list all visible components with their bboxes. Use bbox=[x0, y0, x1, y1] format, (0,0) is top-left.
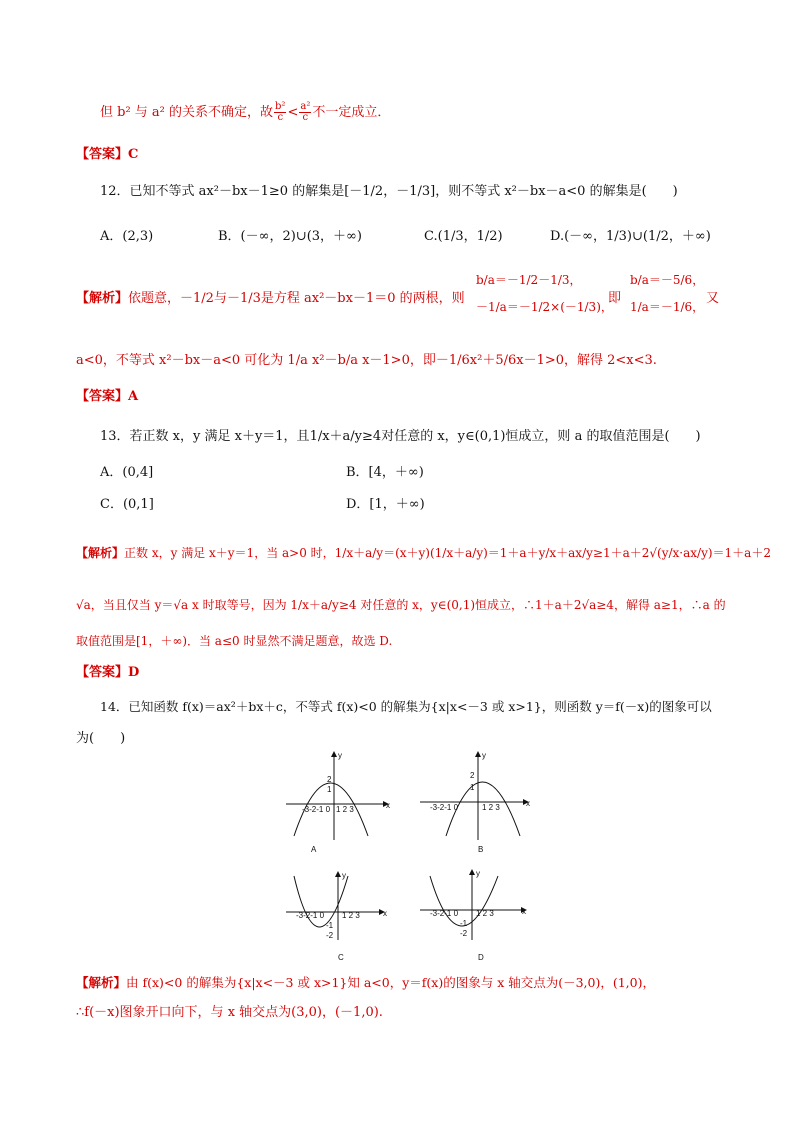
graph-c bbox=[286, 872, 384, 940]
svg-text:1 2 3: 1 2 3 bbox=[336, 805, 354, 814]
question-14-stem-2: 为( ) bbox=[76, 731, 126, 746]
svg-text:-2: -2 bbox=[460, 929, 468, 938]
question-12-stem: 12．已知不等式 ax²－bx－1≥0 的解集是[－1/2，－1/3]，则不等式 x²－bx－a<0 的解集是( ) bbox=[100, 184, 678, 199]
question-13-stem: 13．若正数 x，y 满足 x＋y＝1，且1/x＋a/y≥4对任意的 x，y∈(0,1)恒成立，则 a 的取值范围是( ) bbox=[100, 429, 701, 444]
answer-12: 【答案】A bbox=[76, 389, 139, 404]
graph-c-x-label: x bbox=[383, 909, 387, 918]
graph-a-y-label: y bbox=[338, 751, 342, 760]
graph-c-caption: C bbox=[338, 953, 344, 962]
solution-14-line-2: ∴f(－x)图象开口向下，与 x 轴交点为(3,0)，(－1,0). bbox=[76, 1005, 383, 1020]
svg-text:-3-2-1 0: -3-2-1 0 bbox=[302, 805, 331, 814]
question-13-option-b: B．[4，＋∞) bbox=[346, 465, 424, 480]
solution-12-line-2: a<0，不等式 x²－bx－a<0 可化为 1/a x²－b/a x－1>0，即－1/6x²＋5/6x－1>0，解得 2<x<3. bbox=[76, 353, 657, 368]
graph-d-caption: D bbox=[478, 953, 484, 962]
graph-c-y-label: y bbox=[342, 871, 346, 880]
svg-text:1 2 3: 1 2 3 bbox=[342, 911, 360, 920]
svg-text:1: 1 bbox=[470, 783, 475, 792]
svg-text:1 2 3: 1 2 3 bbox=[476, 909, 494, 918]
graph-d-y-label: y bbox=[476, 869, 480, 878]
question-12-option-d: D.(－∞，1/3)∪(1/2，＋∞) bbox=[550, 229, 711, 244]
graph-b-y-label: y bbox=[482, 751, 486, 760]
prev-solution-line: 但 b² 与 a² 的关系不确定，故 $\frac{\text{b²}}{c}$ < $\frac{\text{a²}}{c}$ 不一定成立． bbox=[100, 101, 391, 123]
svg-text:-1: -1 bbox=[326, 921, 334, 930]
fraction-a2-over-c: $\frac{\text{a²}}{c}$ bbox=[300, 101, 311, 123]
graph-b-x-label: x bbox=[526, 799, 530, 808]
question-14-stem-1: 14．已知函数 f(x)＝ax²＋bx＋c，不等式 f(x)<0 的解集为{x|x<－3 或 x>1}，则函数 y＝f(－x)的图象可以 bbox=[100, 699, 712, 714]
svg-text:-3-2-1 0: -3-2-1 0 bbox=[296, 911, 325, 920]
svg-text:-3-2-1 0: -3-2-1 0 bbox=[430, 909, 459, 918]
question-12-option-a: A．(2,3) bbox=[100, 229, 154, 244]
solution-12-ji: 即 bbox=[608, 291, 622, 306]
solution-14-line-1: 【解析】由 f(x)<0 的解集为{x|x<－3 或 x>1}知 a<0，y＝f(x)的图象与 x 轴交点为(－3,0)，(1,0)， bbox=[76, 975, 655, 990]
svg-text:2: 2 bbox=[327, 775, 332, 784]
question-12-option-c: C.(1/3，1/2) bbox=[424, 229, 503, 244]
solution-12-system-2: b/a＝－5/6， 1/a＝－1/6， bbox=[630, 273, 705, 314]
question-13-option-d: D．[1，＋∞) bbox=[346, 497, 425, 512]
fraction-b2-over-c: $\frac{\text{b²}}{c}$ bbox=[275, 101, 286, 123]
solution-12-line-1: 【解析】依题意，－1/2与－1/3是方程 ax²－bx－1＝0 的两根，则 bbox=[76, 291, 465, 306]
solution-12-you: 又 bbox=[706, 291, 720, 306]
answer-11: 【答案】C bbox=[76, 147, 139, 162]
graph-b-caption: B bbox=[478, 845, 484, 854]
answer-13: 【答案】D bbox=[76, 665, 140, 680]
svg-text:1 2 3: 1 2 3 bbox=[482, 803, 500, 812]
svg-text:1: 1 bbox=[327, 785, 332, 794]
svg-text:-2: -2 bbox=[326, 931, 334, 940]
solution-13-line-2: √a，当且仅当 y＝√a x 时取等号，因为 1/x＋a/y≥4 对任意的 x，y∈(0,1)恒成立，∴1＋a＋2√a≥4，解得 a≥1，∴a 的 bbox=[76, 598, 726, 612]
svg-text:-3-2-1 0: -3-2-1 0 bbox=[430, 803, 459, 812]
graph-a-caption: A bbox=[311, 845, 317, 854]
question-13-option-a: A．(0,4] bbox=[100, 465, 154, 480]
graph-d-x-label: x bbox=[522, 907, 526, 916]
graph-b bbox=[420, 752, 528, 840]
solution-12-system-1: b/a＝－1/2－1/3， －1/a＝－1/2×(－1/3)， bbox=[476, 273, 613, 314]
graph-a bbox=[286, 752, 388, 840]
graph-a-x-label: x bbox=[386, 801, 390, 810]
graph-d bbox=[420, 870, 526, 940]
solution-13-line-3: 取值范围是[1，＋∞)．当 a≤0 时显然不满足题意，故选 D. bbox=[76, 634, 393, 648]
question-12-option-b: B．(－∞，2)∪(3，＋∞) bbox=[218, 229, 362, 244]
solution-13-line-1: 【解析】正数 x，y 满足 x＋y＝1，当 a>0 时，1/x＋a/y＝(x＋y)(1/x＋a/y)＝1＋a＋y/x＋ax/y≥1＋a＋2√(y/x·ax/y)＝1＋a＋2 bbox=[76, 546, 771, 560]
svg-text:2: 2 bbox=[470, 771, 475, 780]
svg-text:-1: -1 bbox=[460, 919, 468, 928]
question-13-option-c: C．(0,1] bbox=[100, 497, 154, 512]
